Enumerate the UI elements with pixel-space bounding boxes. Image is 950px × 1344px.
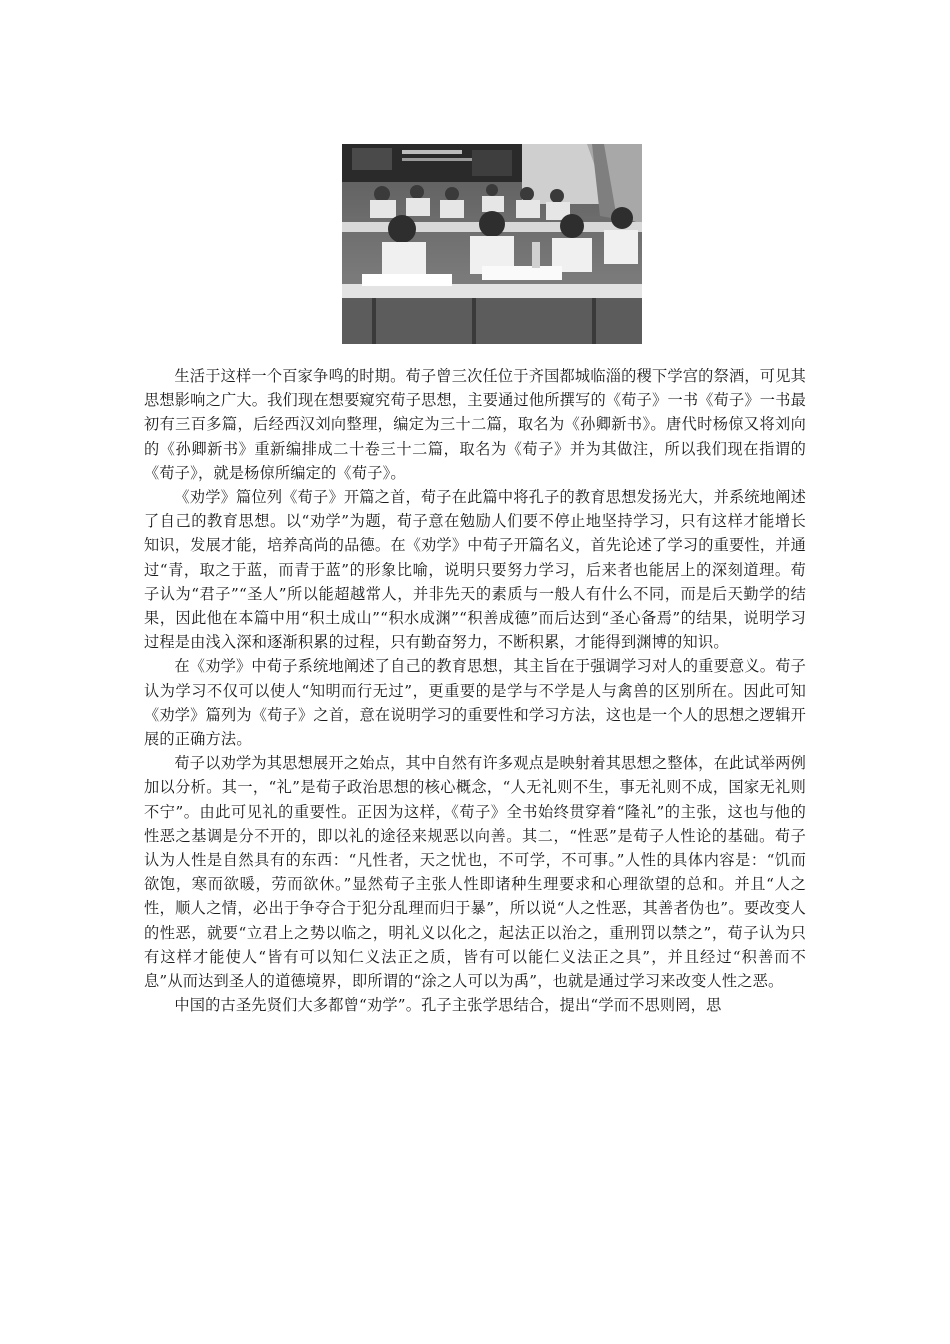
paragraph-5: 中国的古圣先贤们大多都曾“劝学”。孔子主张学思结合，提出“学而不思则罔，思	[174, 996, 722, 1015]
article-body	[144, 364, 806, 1017]
paragraph-3: 在《劝学》中荀子系统地阐述了自己的教育思想，其主旨在于强调学习对人的重要意义。荀子认为学习不仅可以使人“知明而行无过”，更重要的是学与不学是人与禽兽的区别所在。因此可知《劝学》篇列为《荀子》之首，意在说明学习的重要性和学习方法，这也是一个人的思想之逻辑开展的正确方法。	[144, 657, 806, 749]
paragraph-4: 荀子以劝学为其思想展开之始点，其中自然有许多观点是映射着其思想之整体，在此试举两例加以分析。其一，“礼”是荀子政治思想的核心概念，“人无礼则不生，事无礼则不成，国家无礼则不宁”。由此可见礼的重要性。正因为这样，《荀子》全书始终贯穿着“隆礼”的主张，这也与他的性恶之基调是分不开的，即以礼的途径来规恶以向善。其二，“性恶”是荀子人性论的基础。荀子认为人性是自然具有的东西：“凡性者，天之忧也，不可学，不可事。”人性的具体内容是：“饥而欲饱，寒而欲暖，劳而欲休。”显然荀子主张人性即诸种生理要求和心理欲望的总和。并且“人之性，顺人之情，必出于争夺合于犯分乱理而归于暴”，所以说“人之性恶，其善者伪也”。要改变人的性恶，就要“立君上之势以临之，明礼义以化之，起法正以治之，重刑罚以禁之”，荀子认为只有这样才能使人“皆有可以知仁义法正之质，皆有可以能仁义法正之具”，并且经过“积善而不息”从而达到圣人的道德境界，即所谓的“涂之人可以为禹”，也就是通过学习来改变人性之恶。	[144, 754, 806, 991]
classroom-photo	[342, 144, 642, 344]
paragraph-1: 生活于这样一个百家争鸣的时期。荀子曾三次任位于齐国都城临淄的稷下学宫的祭酒，可见其思想影响之广大。我们现在想要窥究荀子思想，主要通过他所撰写的《荀子》一书《荀子》一书最初有三百多篇，后经西汉刘向整理，编定为三十二篇，取名为《孙卿新书》。唐代时杨倞又将刘向的《孙卿新书》重新编排成二十卷三十二篇，取名为《荀子》并为其做注，所以我们现在指谓的《荀子》，就是杨倞所编定的《荀子》。	[144, 367, 806, 482]
paragraph-2: 《劝学》篇位列《荀子》开篇之首，荀子在此篇中将孔子的教育思想发扬光大，并系统地阐述了自己的教育思想。以“劝学”为题，荀子意在勉励人们要不停止地坚持学习，只有这样才能增长知识，发展才能，培养高尚的品德。在《劝学》中荀子开篇名义，首先论述了学习的重要性，并通过“青，取之于蓝，而青于蓝”的形象比喻，说明只要努力学习，后来者也能居上的深刻道理。荀子认为“君子”“圣人”所以能超越常人，并非先天的素质与一般人有什么不同，而是后天勤学的结果，因此他在本篇中用“积土成山”“积水成渊”“积善成德”而后达到“圣心备焉”的结果，说明学习过程是由浅入深和逐渐积累的过程，只有勤奋努力，不断积累，才能得到渊博的知识。	[144, 488, 806, 652]
